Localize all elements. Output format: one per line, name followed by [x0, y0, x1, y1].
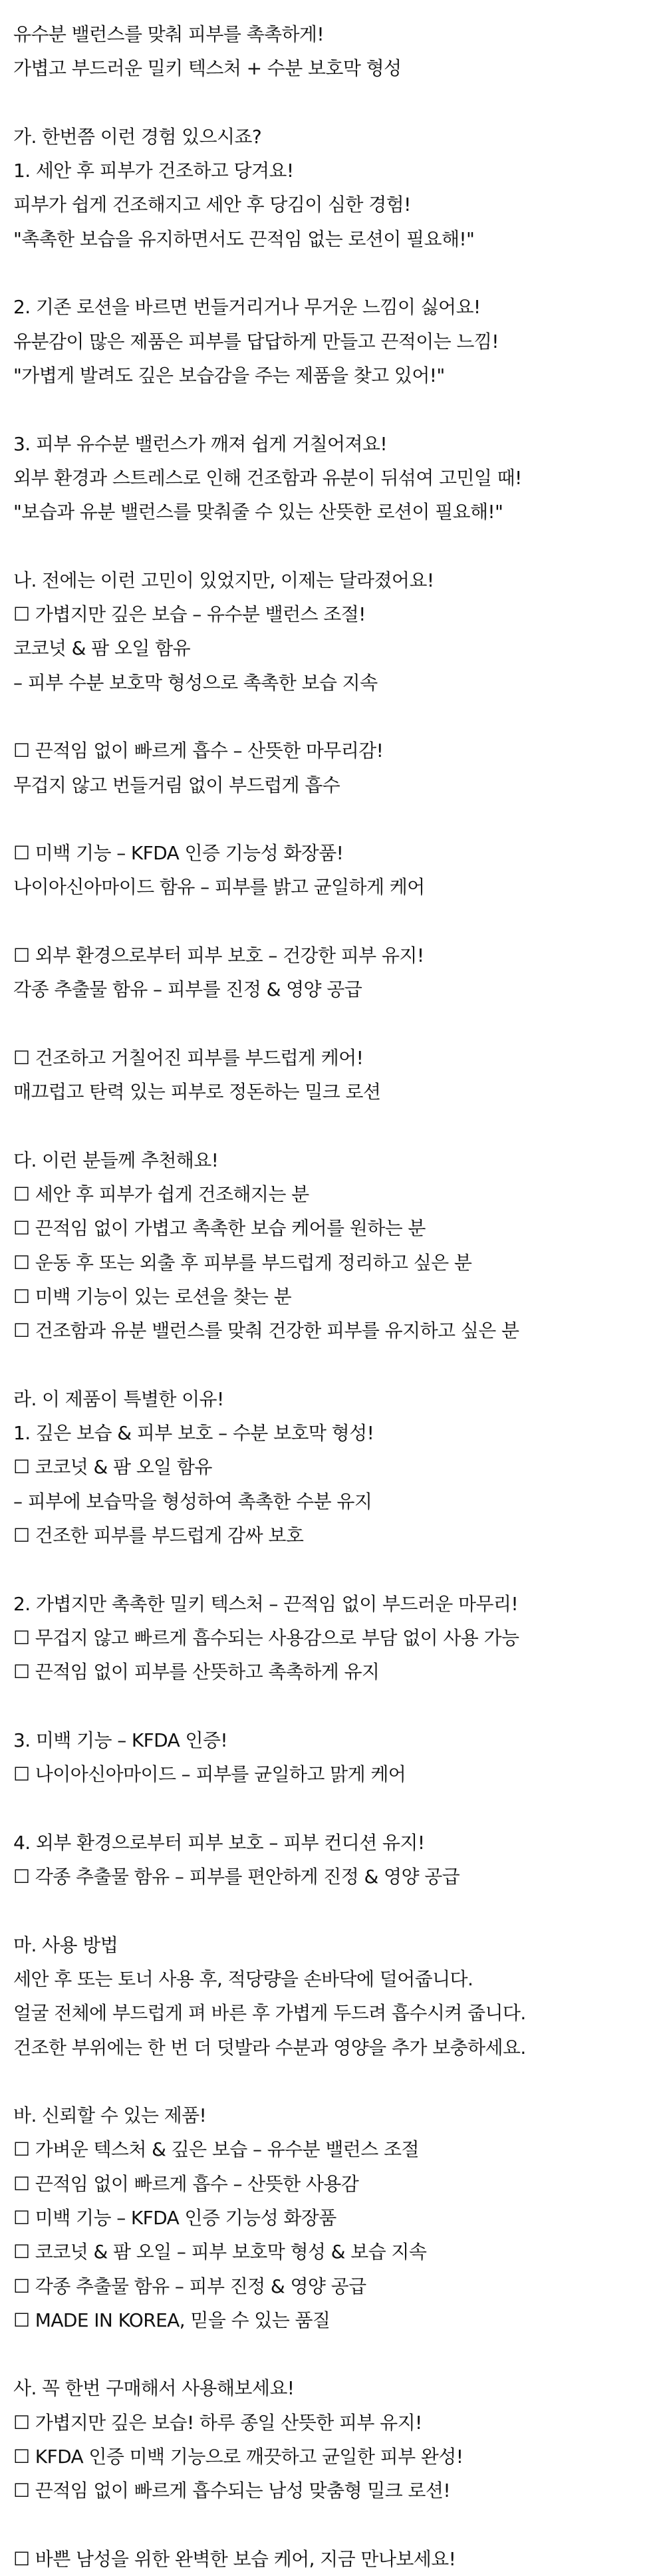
- text-line: 무겁지 않고 번들거림 없이 부드럽게 흡수: [13, 774, 340, 796]
- blank-line: [13, 529, 665, 563]
- blank-line: [13, 86, 665, 120]
- text-line: 나. 전에는 이런 고민이 있었지만, 이제는 달라졌어요!: [13, 569, 434, 591]
- blank-line: [13, 1894, 665, 1928]
- blank-line: [13, 1348, 665, 1382]
- blank-line: [13, 700, 665, 734]
- text-line: ☐ 끈적임 없이 빠르게 흡수 – 산뜻한 사용감: [13, 2172, 359, 2195]
- blank-line: [13, 256, 665, 290]
- blank-line: [13, 2337, 665, 2371]
- text-line: ☐ 끈적임 없이 피부를 산뜻하고 촉촉하게 유지: [13, 1661, 380, 1683]
- text-line: ☐ 외부 환경으로부터 피부 보호 – 건강한 피부 유지!: [13, 944, 424, 967]
- blank-line: [13, 1791, 665, 1825]
- text-line: "가볍게 발려도 깊은 보습감을 주는 제품을 찾고 있어!": [13, 364, 445, 386]
- blank-line: [13, 905, 665, 938]
- text-line: ☐ 바쁜 남성을 위한 완벽한 보습 케어, 지금 만나보세요!: [13, 2547, 456, 2570]
- text-line: 2. 기존 로션을 바르면 번들거리거나 무거운 느낌이 싫어요!: [13, 296, 481, 319]
- text-line: 세안 후 또는 토너 사용 후, 적당량을 손바닥에 덜어줍니다.: [13, 1967, 473, 1990]
- text-line: ☐ 건조하고 거칠어진 피부를 부드럽게 케어!: [13, 1046, 364, 1069]
- text-line: 건조한 부위에는 한 번 더 덧발라 수분과 영양을 추가 보충하세요.: [13, 2036, 526, 2059]
- text-line: 1. 세안 후 피부가 건조하고 당겨요!: [13, 160, 294, 182]
- text-line: 매끄럽고 탄력 있는 피부로 정돈하는 밀크 로션: [13, 1081, 381, 1103]
- blank-line: [13, 1689, 665, 1723]
- text-line: 코코넛 & 팜 오일 함유: [13, 637, 191, 660]
- blank-line: [13, 1007, 665, 1041]
- text-line: 나이아신아마이드 함유 – 피부를 밝고 균일하게 케어: [13, 876, 425, 899]
- text-line: 1. 깊은 보습 & 피부 보호 – 수분 보호막 형성!: [13, 1422, 374, 1445]
- text-line: – 피부 수분 보호막 형성으로 촉촉한 보습 지속: [13, 671, 378, 694]
- blank-line: [13, 1109, 665, 1143]
- text-line: 피부가 쉽게 건조해지고 세안 후 당김이 심한 경험!: [13, 194, 411, 216]
- text-line: ☐ 운동 후 또는 외출 후 피부를 부드럽게 정리하고 싶은 분: [13, 1251, 472, 1274]
- text-line: "촉촉한 보습을 유지하면서도 끈적임 없는 로션이 필요해!": [13, 227, 475, 250]
- text-line: 가볍고 부드러운 밀키 텍스처 + 수분 보호막 형성: [13, 57, 402, 80]
- text-line: ☐ 미백 기능 – KFDA 인증 기능성 화장품!: [13, 842, 344, 865]
- text-line: 4. 외부 환경으로부터 피부 보호 – 피부 컨디션 유지!: [13, 1831, 425, 1854]
- text-line: ☐ 끈적임 없이 빠르게 흡수되는 남성 맞춤형 밀크 로션!: [13, 2480, 450, 2502]
- blank-line: [13, 2508, 665, 2542]
- text-line: 유분감이 많은 제품은 피부를 답답하게 만들고 끈적이는 느낌!: [13, 330, 499, 353]
- text-line: ☐ 가벼운 텍스처 & 깊은 보습 – 유수분 밸런스 조절: [13, 2138, 419, 2161]
- text-line: "보습과 유분 밸런스를 맞춰줄 수 있는 산뜻한 로션이 필요해!": [13, 501, 503, 523]
- text-line: ☐ 각종 추출물 함유 – 피부 진정 & 영양 공급: [13, 2275, 366, 2297]
- text-line: 3. 피부 유수분 밸런스가 깨져 쉽게 거칠어져요!: [13, 432, 388, 455]
- text-line: ☐ 각종 추출물 함유 – 피부를 편안하게 진정 & 영양 공급: [13, 1866, 460, 1888]
- blank-line: [13, 2065, 665, 2098]
- text-line: ☐ 건조함과 유분 밸런스를 맞춰 건강한 피부를 유지하고 싶은 분: [13, 1320, 519, 1342]
- text-line: 외부 환경과 스트레스로 인해 건조함과 유분이 뒤섞여 고민일 때!: [13, 466, 522, 489]
- text-line: 각종 추출물 함유 – 피부를 진정 & 영양 공급: [13, 978, 362, 1001]
- text-line: ☐ 가볍지만 깊은 보습! 하루 종일 산뜻한 피부 유지!: [13, 2411, 422, 2434]
- text-line: ☐ 건조한 피부를 부드럽게 감싸 보호: [13, 1524, 304, 1547]
- text-line: 유수분 밸런스를 맞춰 피부를 촉촉하게!: [13, 23, 324, 45]
- blank-line: [13, 802, 665, 836]
- text-line: 바. 신뢰할 수 있는 제품!: [13, 2104, 207, 2127]
- text-line: ☐ 미백 기능이 있는 로션을 찾는 분: [13, 1285, 292, 1308]
- text-line: 3. 미백 기능 – KFDA 인증!: [13, 1729, 228, 1751]
- text-line: ☐ 코코넛 & 팜 오일 함유: [13, 1456, 212, 1479]
- text-line: ☐ MADE IN KOREA, 믿을 수 있는 품질: [13, 2309, 331, 2331]
- text-line: 라. 이 제품이 특별한 이유!: [13, 1387, 224, 1410]
- text-line: ☐ KFDA 인증 미백 기능으로 깨끗하고 균일한 피부 완성!: [13, 2446, 464, 2468]
- text-line: 얼굴 전체에 부드럽게 펴 바른 후 가볍게 두드려 흡수시켜 줍니다.: [13, 2002, 526, 2025]
- text-line: ☐ 세안 후 피부가 쉽게 건조해지는 분: [13, 1183, 309, 1206]
- text-line: ☐ 미백 기능 – KFDA 인증 기능성 화장품: [13, 2207, 336, 2229]
- text-line: – 피부에 보습막을 형성하여 촉촉한 수분 유지: [13, 1490, 372, 1512]
- text-line: 사. 꼭 한번 구매해서 사용해보세요!: [13, 2377, 295, 2400]
- text-line: ☐ 끈적임 없이 가볍고 촉촉한 보습 케어를 원하는 분: [13, 1217, 426, 1240]
- text-line: ☐ 나이아신아마이드 – 피부를 균일하고 맑게 케어: [13, 1763, 406, 1786]
- text-line: 다. 이런 분들께 추천해요!: [13, 1149, 219, 1171]
- text-line: ☐ 끈적임 없이 빠르게 흡수 – 산뜻한 마무리감!: [13, 740, 384, 762]
- text-line: ☐ 무겁지 않고 빠르게 흡수되는 사용감으로 부담 없이 사용 가능: [13, 1626, 519, 1649]
- text-line: 가. 한번쯤 이런 경험 있으시죠?: [13, 125, 262, 148]
- text-line: ☐ 가볍지만 깊은 보습 – 유수분 밸런스 조절!: [13, 603, 366, 626]
- blank-line: [13, 1552, 665, 1586]
- blank-line: [13, 392, 665, 426]
- text-line: 마. 사용 방법: [13, 1933, 118, 1956]
- text-line: 2. 가볍지만 촉촉한 밀키 텍스처 – 끈적임 없이 부드러운 마무리!: [13, 1592, 518, 1615]
- text-line: ☐ 코코넛 & 팜 오일 – 피부 보호막 형성 & 보습 지속: [13, 2241, 427, 2263]
